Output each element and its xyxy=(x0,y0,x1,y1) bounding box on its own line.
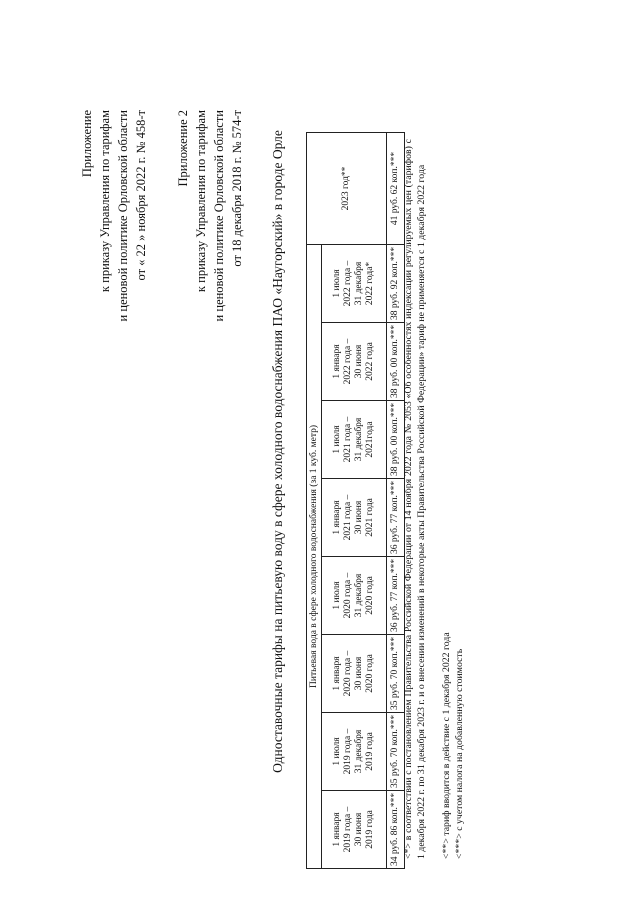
footnote-1: <*> в соответствии с постановлением Правительства Российской Федерации от 14 ноября 2022 года № 2053 «Об особенностях индексации регулируемых цен (тарифов) с 1 декабря 2022 г. по 31 декабря 2023 г. и о внесении изменений в некоторые акты Правительства Российской Федерации» тариф не применяется с 1 декабря 2022 года xyxy=(403,139,427,859)
period-header-cell xyxy=(322,713,387,791)
appendix2-label: Приложение 2 xyxy=(176,110,190,187)
appendix-order-line: к приказу Управления по тарифам xyxy=(98,110,112,293)
period-year: 2021 года – xyxy=(343,416,353,463)
appendix2-order-line: к приказу Управления по тарифам xyxy=(194,110,208,293)
appendix-label: Приложение xyxy=(80,110,94,178)
period-header-2023 xyxy=(307,132,387,244)
period-end-year: 2022 года* xyxy=(365,261,375,306)
period-2023-label: 2023 год** xyxy=(341,166,351,211)
tariff-value-cell: 34 руб. 86 коп.*** xyxy=(387,791,405,869)
period-header-cell xyxy=(322,401,387,479)
period-end: 31 декабря xyxy=(354,261,364,306)
period-header-cell xyxy=(322,557,387,635)
period-start: 1 января xyxy=(332,500,342,535)
period-year: 2020 года – xyxy=(343,572,353,619)
tariff-table xyxy=(306,132,405,869)
period-end: 30 июня xyxy=(354,656,364,691)
period-start: 1 января xyxy=(332,812,342,847)
period-header-cell xyxy=(322,244,387,322)
tariff-value-cell: 38 руб. 92 коп.*** xyxy=(387,244,405,322)
period-start: 1 июля xyxy=(332,425,342,454)
period-end-year: 2020 года xyxy=(365,576,375,615)
period-year: 2020 года – xyxy=(343,650,353,697)
period-start: 1 января xyxy=(332,656,342,691)
footnote-2: <**> тариф вводится в действие с 1 декабря 2022 года xyxy=(441,632,452,859)
tariff-value-cell: 35 руб. 70 коп.*** xyxy=(387,635,405,713)
document-title: Одноставочные тарифы на питьевую воду в сфере холодного водоснабжения ПАО «Наугорский» в городе Орле xyxy=(270,130,285,773)
appendix2-date-line: от 18 декабря 2018 г. № 574-т xyxy=(230,110,244,267)
period-end: 31 декабря xyxy=(354,417,364,462)
period-year: 2021 года – xyxy=(343,494,353,541)
tariff-value-cell: 38 руб. 00 коп.*** xyxy=(387,401,405,479)
footnote-3: <***> с учетом налога на добавленную стоимость xyxy=(454,648,465,859)
period-end-year: 2019 года xyxy=(365,732,375,771)
period-end-year: 2021года xyxy=(365,421,375,458)
period-end-year: 2022 года xyxy=(365,342,375,381)
group-header-row xyxy=(307,132,322,868)
period-end: 31 декабря xyxy=(354,573,364,618)
period-header-cell xyxy=(322,791,387,869)
period-header-cell xyxy=(322,635,387,713)
period-end: 31 декабря xyxy=(354,729,364,774)
period-end: 30 июня xyxy=(354,344,364,379)
period-end-year: 2020 года xyxy=(365,654,375,693)
appendix-date-line: от « 22 » ноября 2022 г. № 458-т xyxy=(134,110,148,281)
period-start: 1 января xyxy=(332,344,342,379)
period-end-year: 2019 года xyxy=(365,810,375,849)
period-year: 2022 года – xyxy=(343,338,353,385)
period-header-cell xyxy=(322,479,387,557)
period-end: 30 июня xyxy=(354,812,364,847)
appendix2-header xyxy=(174,110,246,321)
period-start: 1 июля xyxy=(332,269,342,298)
period-year: 2019 года – xyxy=(343,728,353,775)
tariff-value-cell: 35 руб. 70 коп.*** xyxy=(387,713,405,791)
appendix-header xyxy=(78,110,150,321)
period-start: 1 июля xyxy=(332,737,342,766)
appendix2-authority-line: и ценовой политике Орловской области xyxy=(212,110,226,322)
tariff-value-cell: 36 руб. 77 коп.*** xyxy=(387,557,405,635)
appendix-authority-line: и ценовой политике Орловской области xyxy=(116,110,130,322)
tariff-value-cell: 41 руб. 62 коп.*** xyxy=(387,132,405,244)
period-end: 30 июня xyxy=(354,500,364,535)
tariff-value-cell: 36 руб. 77 коп.*** xyxy=(387,479,405,557)
period-start: 1 июля xyxy=(332,581,342,610)
period-year: 2019 года – xyxy=(343,806,353,853)
period-year: 2022 года – xyxy=(343,260,353,307)
period-end-year: 2021 года xyxy=(365,498,375,537)
group-header-cell: Питьевая вода в сфере холодного водоснабжения (за 1 куб. метр) xyxy=(307,244,322,868)
tariff-value-cell: 38 руб. 00 коп.*** xyxy=(387,323,405,401)
period-header-cell xyxy=(322,323,387,401)
